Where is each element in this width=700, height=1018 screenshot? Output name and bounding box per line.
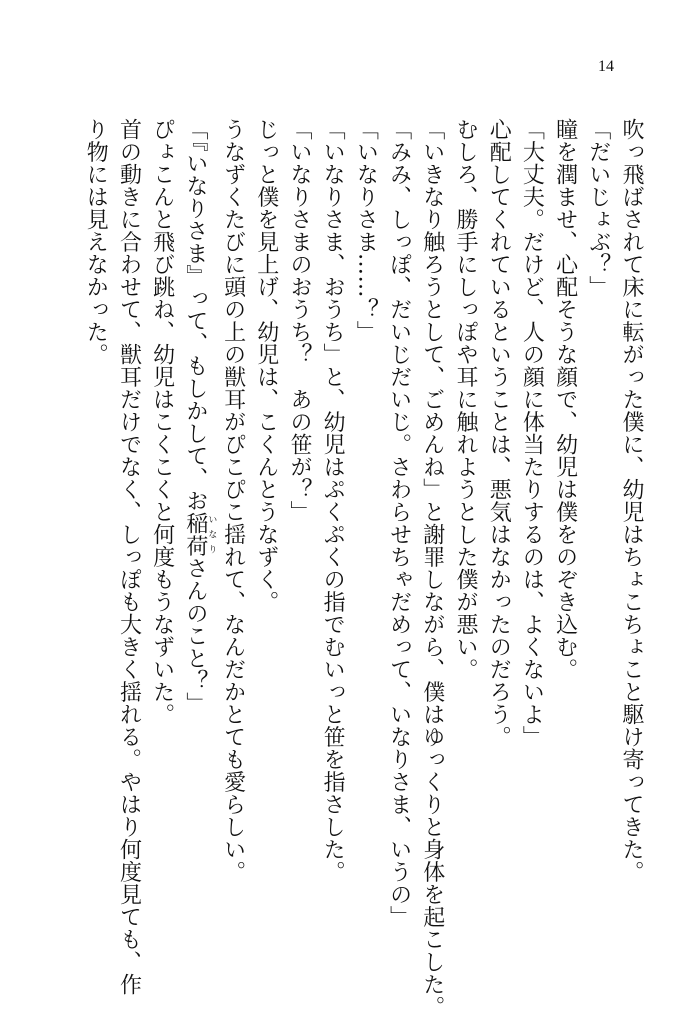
text-line: じっと僕を見上げ、幼児は、こくんとうなずく。 xyxy=(253,118,279,613)
text-line: 瞳を潤ませ、心配そうな顔で、幼児は僕をのぞき込む。 xyxy=(552,118,578,681)
dialogue-line: 「いなりさまのおうち？ あの笹が？」 xyxy=(286,118,312,523)
ruby-word xyxy=(182,512,217,557)
dialogue-line: 「いなりさま……？」 xyxy=(353,118,379,343)
dialogue-line: 「だいじょぶ？」 xyxy=(585,118,611,298)
text-line: 心配してくれているということは、悪気はなかったのだろう。 xyxy=(486,118,512,748)
dialogue-line: 「みみ、しっぽ、だいじだいじ。さわらせちゃだめって、いなりさま、いうの」 xyxy=(386,118,412,928)
text-line: 吹っ飛ばされて床に転がった僕に、幼児はちょこちょこと駆け寄ってきた。 xyxy=(619,118,644,883)
page-number: 14 xyxy=(598,58,614,75)
ruby-line-before: 「『いなりさま』って、もしかして、お xyxy=(182,118,208,512)
text-line: 首の動きに合わせて、獣耳だけでなく、しっぽも大きく揺れる。やはり何度見ても、作 xyxy=(116,118,142,996)
dialogue-line-with-ruby xyxy=(179,118,217,978)
text-line: むしろ、勝手にしっぽや耳に触れようとした僕が悪い。 xyxy=(452,118,478,681)
dialogue-line: 「いなりさま、おうち」と、幼児はぷくぷくの指でむいっと笹を指さした。 xyxy=(320,118,346,883)
vertical-text-body xyxy=(79,118,648,1018)
ruby-base: 稲荷 xyxy=(182,512,208,557)
dialogue-line: 「大丈夫。だけど、人の顔に体当たりするのは、よくないよ」 xyxy=(519,118,545,748)
text-line: り物には見えなかった。 xyxy=(83,118,109,366)
ruby-reading: いなり xyxy=(206,512,217,557)
text-line: ぴょこんと飛び跳ね、幼児はこくこくと何度もうなずいた。 xyxy=(149,118,175,726)
dialogue-line: 「いきなり触ろうとして、ごめんね」と謝罪しながら、僕はゆっくりと身体を起こした。 xyxy=(419,118,445,1018)
text-line: うなずくたびに頭の上の獣耳がぴこぴこ揺れて、なんだかとても愛らしい。 xyxy=(220,118,246,883)
ruby-line-after: さんのこと？」 xyxy=(182,557,208,715)
